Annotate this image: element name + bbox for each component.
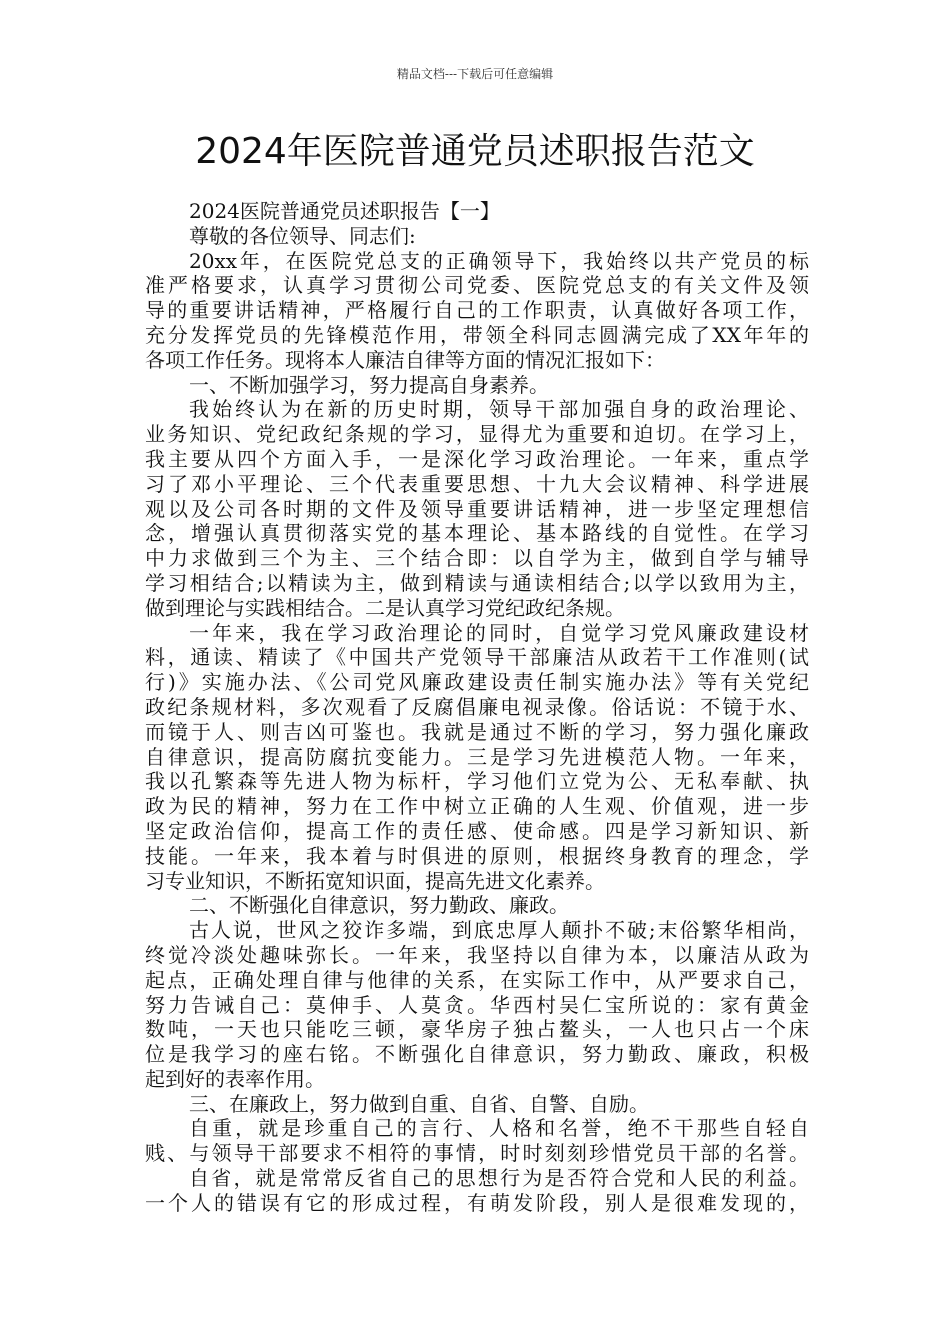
- document-title: 2024年医院普通党员述职报告范文: [195, 131, 755, 172]
- text-line: 坚定政治信仰，提高工作的责任感、使命感。四是学习新知识、新: [145, 818, 809, 843]
- text-line: 学习相结合;以精读为主，做到精读与通读相结合;以学以致用为主，: [145, 570, 809, 595]
- text-line: 2024医院普通党员述职报告【一】: [189, 199, 500, 223]
- text-line: 尊敬的各位领导、同志们:: [189, 223, 416, 248]
- text-line: 我以孔繁森等先进人物为标杆，学习他们立党为公、无私奉献、执: [145, 769, 809, 794]
- text-line: 终觉冷淡处趣味弥长。一年来，我坚持以自律为本，以廉洁从政为: [145, 942, 809, 967]
- text-line: 自省，就是常常反省自己的思想行为是否符合党和人民的利益。: [189, 1166, 809, 1191]
- text-line: 20xx年，在医院党总支的正确领导下，我始终以共产党员的标: [189, 248, 809, 273]
- header-note: 精品文档---下载后可任意编辑: [396, 67, 554, 81]
- text-line: 念，增强认真贯彻落实党的基本理论、基本路线的自觉性。在学习: [145, 521, 809, 546]
- text-line: 我主要从四个方面入手，一是深化学习政治理论。一年来，重点学: [145, 446, 809, 471]
- text-line: 导的重要讲话精神，严格履行自己的工作职责，认真做好各项工作，: [145, 298, 809, 323]
- text-line: 数吨，一天也只能吃三顿，豪华房子独占鳌头，一人也只占一个床: [145, 1017, 809, 1042]
- text-line: 习专业知识，不断拓宽知识面，提高先进文化素养。: [145, 868, 605, 893]
- text-line: 努力告诫自己：莫伸手、人莫贪。华西村吴仁宝所说的：家有黄金: [145, 992, 809, 1017]
- text-line: 三、在廉政上，努力做到自重、自省、自警、自励。: [189, 1091, 649, 1116]
- text-line: 中力求做到三个为主、三个结合即：以自学为主，做到自学与辅导: [145, 546, 809, 571]
- text-line: 二、不断强化自律意识，努力勤政、廉政。: [189, 893, 569, 918]
- text-line: 自律意识，提高防腐抗变能力。三是学习先进模范人物。一年来，: [145, 744, 809, 769]
- text-line: 技能。一年来，我本着与时俱进的原则，根据终身教育的理念，学: [145, 843, 809, 868]
- text-line: 起到好的表率作用。: [145, 1066, 325, 1091]
- text-line: 料，通读、精读了《中国共产党领导干部廉洁从政若干工作准则(试: [145, 645, 809, 670]
- text-line: 准严格要求，认真学习贯彻公司党委、医院党总支的有关文件及领: [145, 273, 809, 298]
- text-line: 习了邓小平理论、三个代表重要思想、十九大会议精神、科学进展: [145, 471, 809, 496]
- document-body: [145, 199, 809, 1216]
- text-line: 业务知识、党纪政纪条规的学习，显得尤为重要和迫切。在学习上，: [145, 422, 809, 447]
- text-line: 各项工作任务。现将本人廉洁自律等方面的情况汇报如下：: [145, 347, 665, 372]
- text-line: 政为民的精神，努力在工作中树立正确的人生观、价值观，进一步: [145, 794, 809, 819]
- text-line: 一年来，我在学习政治理论的同时，自觉学习党风廉政建设材: [189, 620, 809, 645]
- text-line: 政纪条规材料，多次观看了反腐倡廉电视录像。俗话说：不镜于水、: [145, 694, 809, 719]
- text-line: 古人说，世风之狡诈多端，到底忠厚人颠扑不破;末俗繁华相尚，: [189, 918, 809, 943]
- text-line: 一、不断加强学习，努力提高自身素养。: [189, 372, 549, 397]
- text-line: 充分发挥党员的先锋模范作用，带领全科同志圆满完成了XX年年的: [145, 322, 809, 347]
- text-line: 做到理论与实践相结合。二是认真学习党纪政纪条规。: [145, 595, 625, 620]
- text-line: 起点，正确处理自律与他律的关系，在实际工作中，从严要求自己，: [145, 967, 809, 992]
- text-line: 而镜于人、则吉凶可鉴也。我就是通过不断的学习，努力强化廉政: [145, 719, 809, 744]
- text-line: 位是我学习的座右铭。不断强化自律意识，努力勤政、廉政，积极: [145, 1042, 809, 1067]
- text-line: 贱、与领导干部要求不相符的事情，时时刻刻珍惜党员干部的名誉。: [145, 1141, 809, 1166]
- text-line: 自重，就是珍重自己的言行、人格和名誉，绝不干那些自轻自: [189, 1116, 809, 1141]
- text-line: 行)》实施办法、《公司党风廉政建设责任制实施办法》等有关党纪: [145, 670, 809, 695]
- text-line: 我始终认为在新的历史时期，领导干部加强自身的政治理论、: [189, 397, 809, 422]
- text-line: 一个人的错误有它的形成过程，有萌发阶段，别人是很难发现的，: [145, 1190, 809, 1215]
- text-line: 观以及公司各时期的文件及领导重要讲话精神，进一步坚定理想信: [145, 496, 809, 521]
